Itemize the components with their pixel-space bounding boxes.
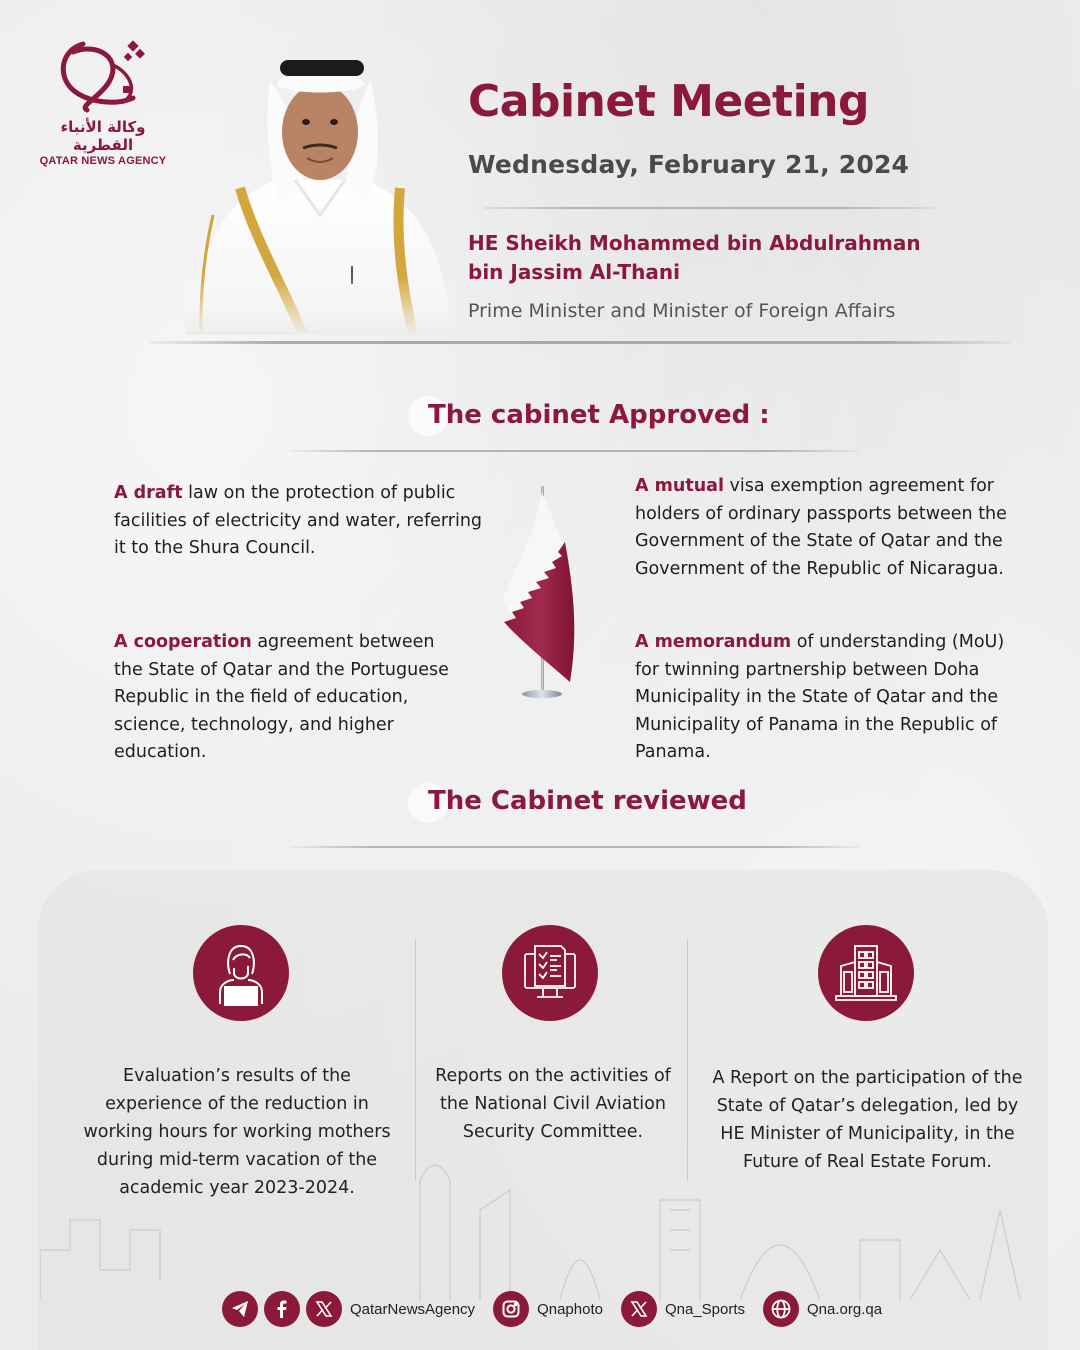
item-text: law on the protection of public facilities of electricity and water, referring it to the Shura Council. (114, 483, 483, 558)
reviewed-divider (290, 846, 860, 848)
meeting-date: Wednesday, February 21, 2024 (468, 150, 910, 179)
brand-name-arabic: وكالة الأنباء القطرية (60, 118, 146, 154)
social-handle-qatarnewsagency[interactable]: QatarNewsAgency (350, 1300, 476, 1318)
item-text: visa exemption agreement for holders of ordinary passports between the Government of the State of Qatar and the Government of the Republic of Nicaragua. (635, 476, 1007, 579)
approved-item (114, 480, 484, 563)
qna-logo-icon (53, 36, 153, 116)
approved-heading: The cabinet Approved : (428, 400, 770, 430)
main-divider (150, 341, 1010, 344)
item-lead: A mutual (635, 476, 724, 496)
x-icon[interactable] (306, 1291, 342, 1327)
person-name: HE Sheikh Mohammed bin Abdulrahman bin Jassim Al-Thani (468, 231, 921, 284)
approved-divider (290, 450, 860, 452)
qna-logo (36, 36, 170, 167)
approved-item (635, 629, 1020, 767)
item-lead: A memorandum (635, 632, 792, 652)
telegram-icon[interactable] (222, 1291, 258, 1327)
approved-item (114, 629, 464, 767)
approved-item (635, 473, 1020, 583)
portrait-prime-minister (185, 40, 455, 335)
header-divider (484, 207, 934, 209)
social-footer (222, 1290, 900, 1328)
column-divider (687, 940, 688, 1180)
social-handle-qnaphoto[interactable]: Qnaphoto (537, 1300, 603, 1318)
working-mother-icon (193, 925, 289, 1021)
reviewed-item-text: Reports on the activities of the National Civil Aviation Security Committee. (435, 1066, 671, 1142)
globe-icon[interactable] (763, 1291, 799, 1327)
column-divider (415, 940, 416, 1180)
instagram-icon[interactable] (493, 1291, 529, 1327)
report-checklist-icon (502, 925, 598, 1021)
page-title: Cabinet Meeting (468, 76, 869, 127)
facebook-icon[interactable] (264, 1291, 300, 1327)
reviewed-item-text: A Report on the participation of the State of Qatar’s delegation, led by HE Minister of Municipality, in the Future of Real Estate Forum. (712, 1068, 1023, 1172)
brand-name-english: QATAR NEWS AGENCY (39, 155, 167, 167)
x-icon[interactable] (621, 1291, 657, 1327)
item-lead: A draft (114, 483, 183, 503)
social-handle-qna-sports[interactable]: Qna_Sports (664, 1300, 745, 1318)
person-title: Prime Minister and Minister of Foreign Affairs (468, 300, 896, 322)
reviewed-item-text: Evaluation’s results of the experience of the reduction in working hours for working mothers during mid-term vacation of the academic year 2023-2024. (83, 1066, 391, 1198)
item-lead: A cooperation (114, 632, 252, 652)
buildings-icon (818, 925, 914, 1021)
item-text: agreement between the State of Qatar and the Portuguese Republic in the field of education, science, technology, and higher education. (114, 632, 449, 762)
website-link[interactable]: Qna.org.qa (807, 1300, 883, 1318)
qatar-flag-icon (492, 482, 592, 702)
reviewed-heading: The Cabinet reviewed (428, 786, 747, 816)
item-text: of understanding (MoU) for twinning partnership between Doha Municipality in the State of Qatar and the Municipality of Panama in the Republic of Panama. (635, 632, 1005, 762)
